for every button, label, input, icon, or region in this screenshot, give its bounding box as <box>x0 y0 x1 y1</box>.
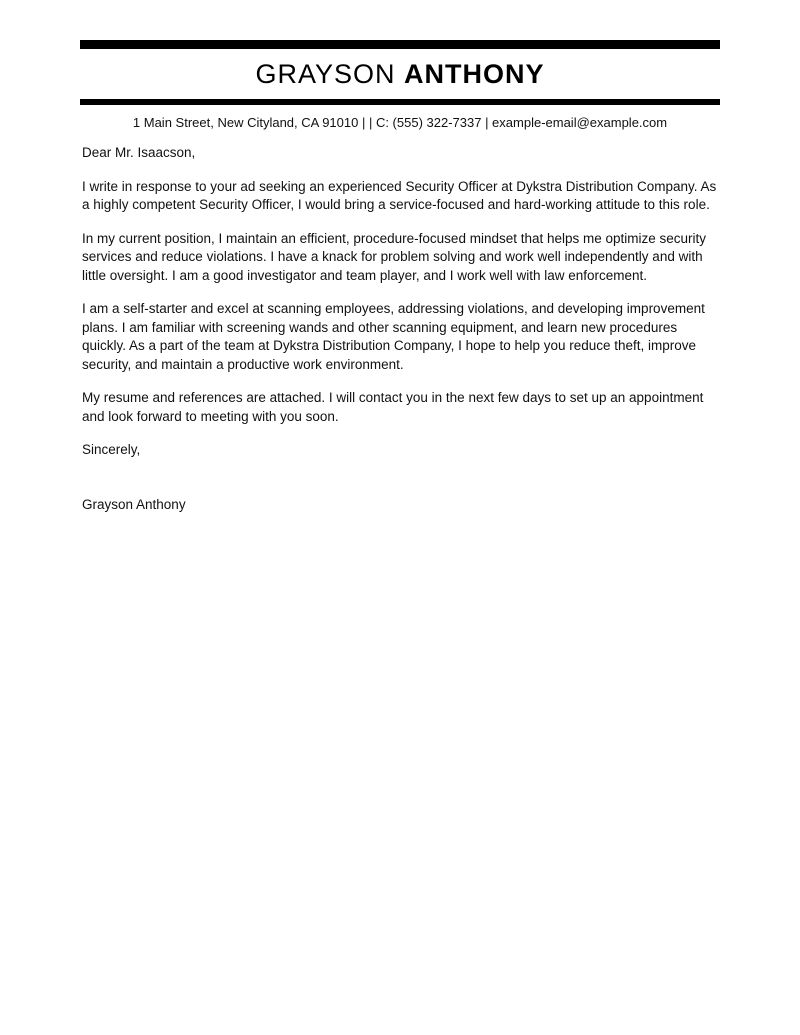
paragraph-intro: I write in response to your ad seeking an experienced Security Officer at Dykstra Distribution Company. As a highly competent Security Officer, I would bring a service-focused and hard-working attitude to this role. <box>82 178 717 212</box>
paragraph-current-position: In my current position, I maintain an efficient, procedure-focused mindset that helps me optimize security services and reduce violations. I have a knack for problem solving and work well independently and with little oversight. I am a good investigator and team player, and I work well with law enforcement. <box>82 230 707 283</box>
page-title <box>80 49 720 99</box>
signature: Grayson Anthony <box>82 496 186 512</box>
contact-info: 1 Main Street, New Cityland, CA 91010 | | C: (555) 322-7337 | example-email@example.com <box>132 115 668 130</box>
first-name: GRAYSON <box>255 59 396 89</box>
paragraph-skills: I am a self-starter and excel at scanning employees, addressing violations, and developing improvement plans. I am familiar with screening wands and other scanning equipment, and learn new procedures quickly. As a part of the team at Dykstra Distribution Company, I hope to help you reduce theft, improve security, and maintain a productive work environment. <box>82 301 705 372</box>
top-divider-bar <box>80 40 720 49</box>
letter-header <box>0 0 800 144</box>
letter-body <box>0 144 800 514</box>
closing: Sincerely, <box>82 442 141 457</box>
last-name: ANTHONY <box>404 59 545 89</box>
paragraph-follow-up: My resume and references are attached. I will contact you in the next few days to set up an appointment and look forward to meeting with you soon. <box>82 390 704 424</box>
salutation: Dear Mr. Isaacson, <box>82 145 196 160</box>
